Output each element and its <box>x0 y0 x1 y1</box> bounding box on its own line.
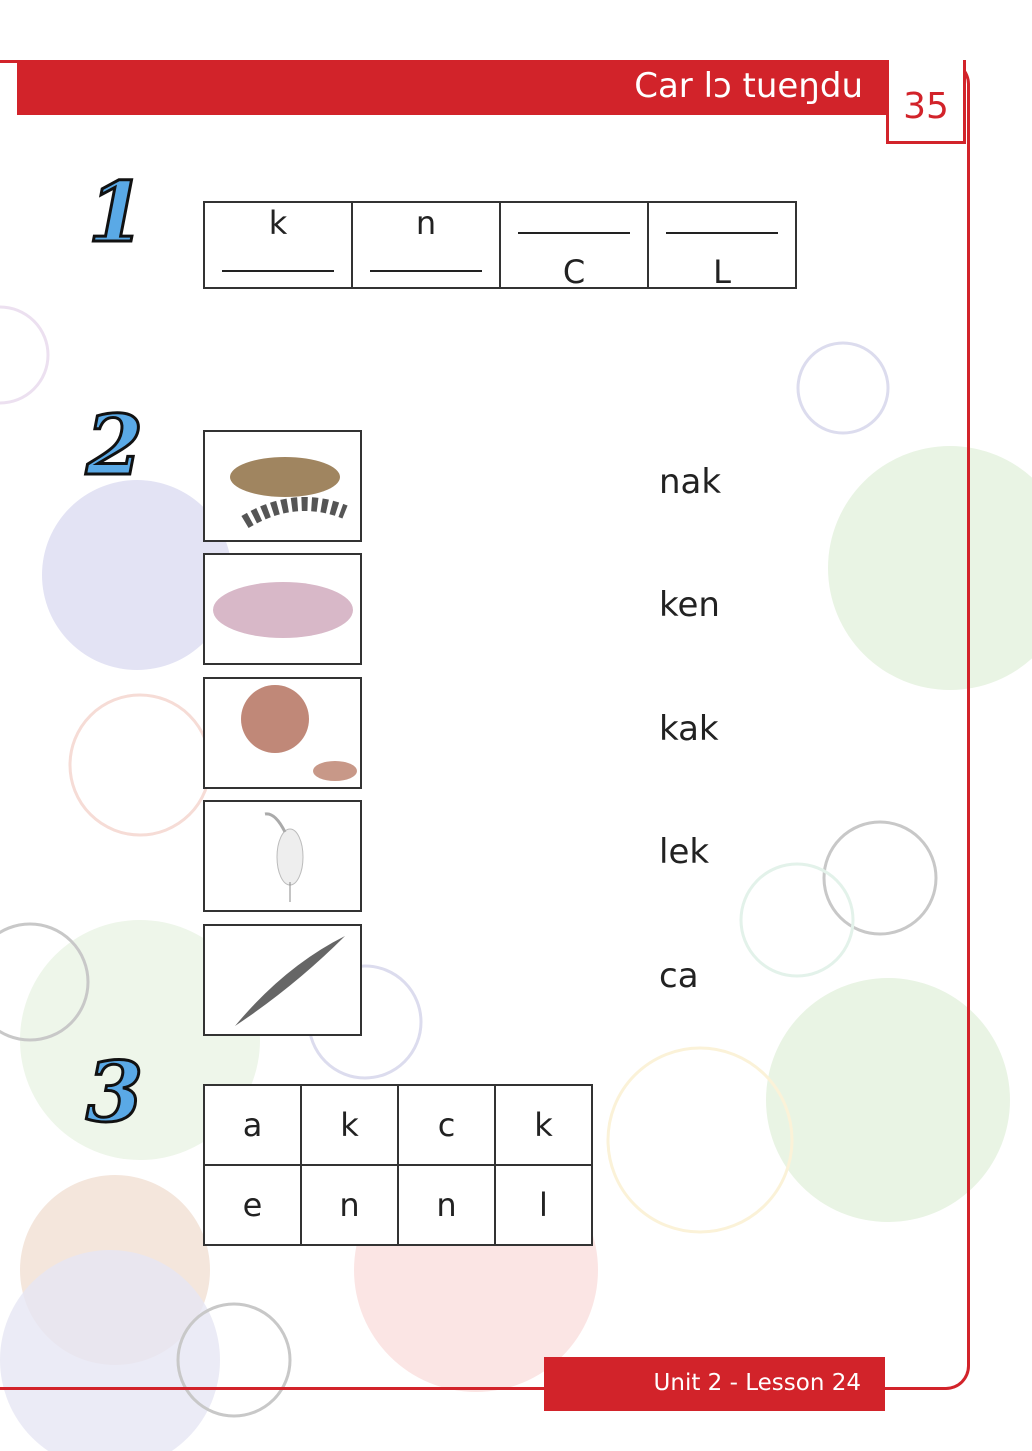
letter-cell[interactable]: k <box>301 1085 398 1165</box>
blank-line[interactable] <box>666 206 778 234</box>
letter-case-table <box>203 201 797 289</box>
pot-pouring-picture[interactable] <box>203 677 362 789</box>
blank-line[interactable] <box>518 206 630 234</box>
word-option[interactable]: ken <box>659 585 720 625</box>
exercise-number-2: 2 <box>86 398 144 494</box>
letter-cell[interactable]: e <box>204 1165 301 1245</box>
letter-cell[interactable]: n <box>398 1165 495 1245</box>
letter-cell[interactable]: a <box>204 1085 301 1165</box>
letter-cell[interactable]: l <box>495 1165 592 1245</box>
header-bar <box>17 60 887 115</box>
blank-line[interactable] <box>222 244 334 272</box>
letter-cell[interactable]: k <box>495 1085 592 1165</box>
exercise-number-3: 3 <box>86 1045 144 1141</box>
exercise-number-1: 1 <box>88 165 146 261</box>
word-option[interactable]: kak <box>659 709 719 749</box>
fish-picture[interactable] <box>203 553 362 665</box>
word-option[interactable]: ca <box>659 956 699 996</box>
page-number: 35 <box>886 60 966 144</box>
word-option[interactable]: nak <box>659 462 722 502</box>
mongoose-picture[interactable] <box>203 430 362 542</box>
letter-grid <box>203 1084 593 1246</box>
letter-cell[interactable]: c <box>398 1085 495 1165</box>
egret-picture[interactable] <box>203 800 362 912</box>
feather-picture[interactable] <box>203 924 362 1036</box>
footer-lesson-label: Unit 2 - Lesson 24 <box>544 1357 885 1411</box>
header-title: Car lɔ tueŋdu <box>634 66 863 106</box>
cell[interactable]: L <box>648 202 796 288</box>
cell[interactable]: C <box>500 202 648 288</box>
word-option[interactable]: lek <box>659 832 710 872</box>
cell[interactable]: n <box>352 202 500 288</box>
letter-cell[interactable]: n <box>301 1165 398 1245</box>
cell[interactable]: k <box>204 202 352 288</box>
blank-line[interactable] <box>370 244 482 272</box>
